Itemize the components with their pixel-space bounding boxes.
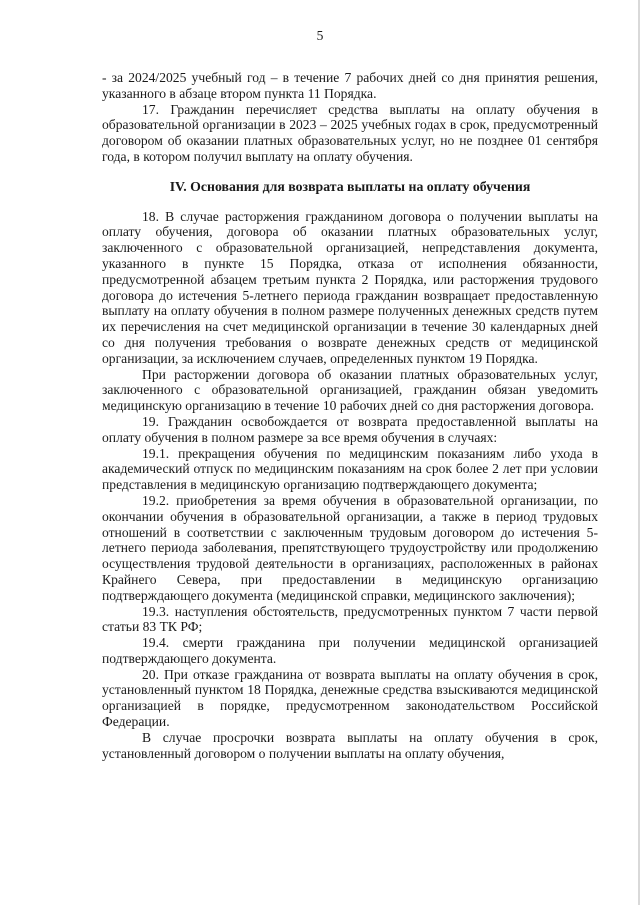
page-number: 5	[316, 28, 324, 43]
section-heading-iv: IV. Основания для возврата выплаты на оплату обучения	[169, 178, 531, 194]
paragraph-19-3: 19.3. наступления обстоятельств, предусмотренных пунктом 7 части первой статьи 83 ТК РФ;	[102, 603, 598, 635]
paragraph-18: 18. В случае расторжения гражданином договора о получении выплаты на оплату обучения, договора об оказании платных образовательных услуг, заключенного с образовательной организацией, непредставления документа, указанного в пункте 15 Порядка, отказа от исполнения обязанности, предусмотренной абзацем третьим пункта 2 Порядка, или расторжения трудового договора до истечения 5-летнего периода гражданин возвращает предоставленную выплату на оплату обучения в полном размере полученных денежных средств путем их перечисления на счет медицинской организации в течение 30 календарных дней со дня получения требования о возврате денежных средств от медицинской организации, за исключением случаев, определенных пунктом 19 Порядка.	[102, 208, 598, 366]
paragraph-18-termination-notice: При расторжении договора об оказании платных образовательных услуг, заключенного с образовательной организацией, гражданин обязан уведомить медицинскую организацию в течение 10 рабочих дней со дня расторжения договора.	[102, 366, 598, 414]
paragraph-19-4: 19.4. смерти гражданина при получении медицинской организацией подтверждающего документа.	[102, 635, 598, 666]
paragraph-20-overdue: В случае просрочки возврата выплаты на оплату обучения в срок, установленный договором о получении выплаты на оплату обучения,	[102, 729, 598, 761]
paragraph-19-1: 19.1. прекращения обучения по медицинским показаниям либо ухода в академический отпуск по медицинским показаниям на срок более 2 лет при условии представления в медицинскую организацию подтверждающего документа;	[102, 445, 598, 493]
paragraph-19: 19. Гражданин освобождается от возврата предоставленной выплаты на оплату обучения в полном размере за все время обучения в случаях:	[102, 413, 598, 445]
paragraph-17: 17. Гражданин перечисляет средства выплаты на оплату обучения в образовательной организации в 2023 – 2025 учебных годах в срок, предусмотренный договором об оказании платных образовательных услуг, но не позднее 01 сентября года, в котором получил выплату на оплату обучения.	[102, 101, 598, 164]
document-body	[102, 70, 598, 761]
paragraph-19-2: 19.2. приобретения за время обучения в образовательной организации, по окончании обучения в образовательной организации, а также в период трудовых отношений в соответствии с заключенным трудовым договором до истечения 5-летнего периода заболевания, препятствующего трудоустройству или продолжению осуществления трудовой деятельности в организациях, расположенных в районах Крайнего Севера, при предоставлении в медицинскую организацию подтверждающего документа (медицинской справки, медицинского заключения);	[102, 492, 598, 603]
paragraph-deadline-2024-2025: - за 2024/2025 учебный год – в течение 7 рабочих дней со дня принятия решения, указанного в абзаце втором пункта 11 Порядка.	[102, 70, 598, 101]
paragraph-20: 20. При отказе гражданина от возврата выплаты на оплату обучения в срок, установленный пунктом 18 Порядка, денежные средства взыскиваются медицинской организацией в порядке, предусмотренном законодательством Российской Федерации.	[102, 666, 598, 730]
